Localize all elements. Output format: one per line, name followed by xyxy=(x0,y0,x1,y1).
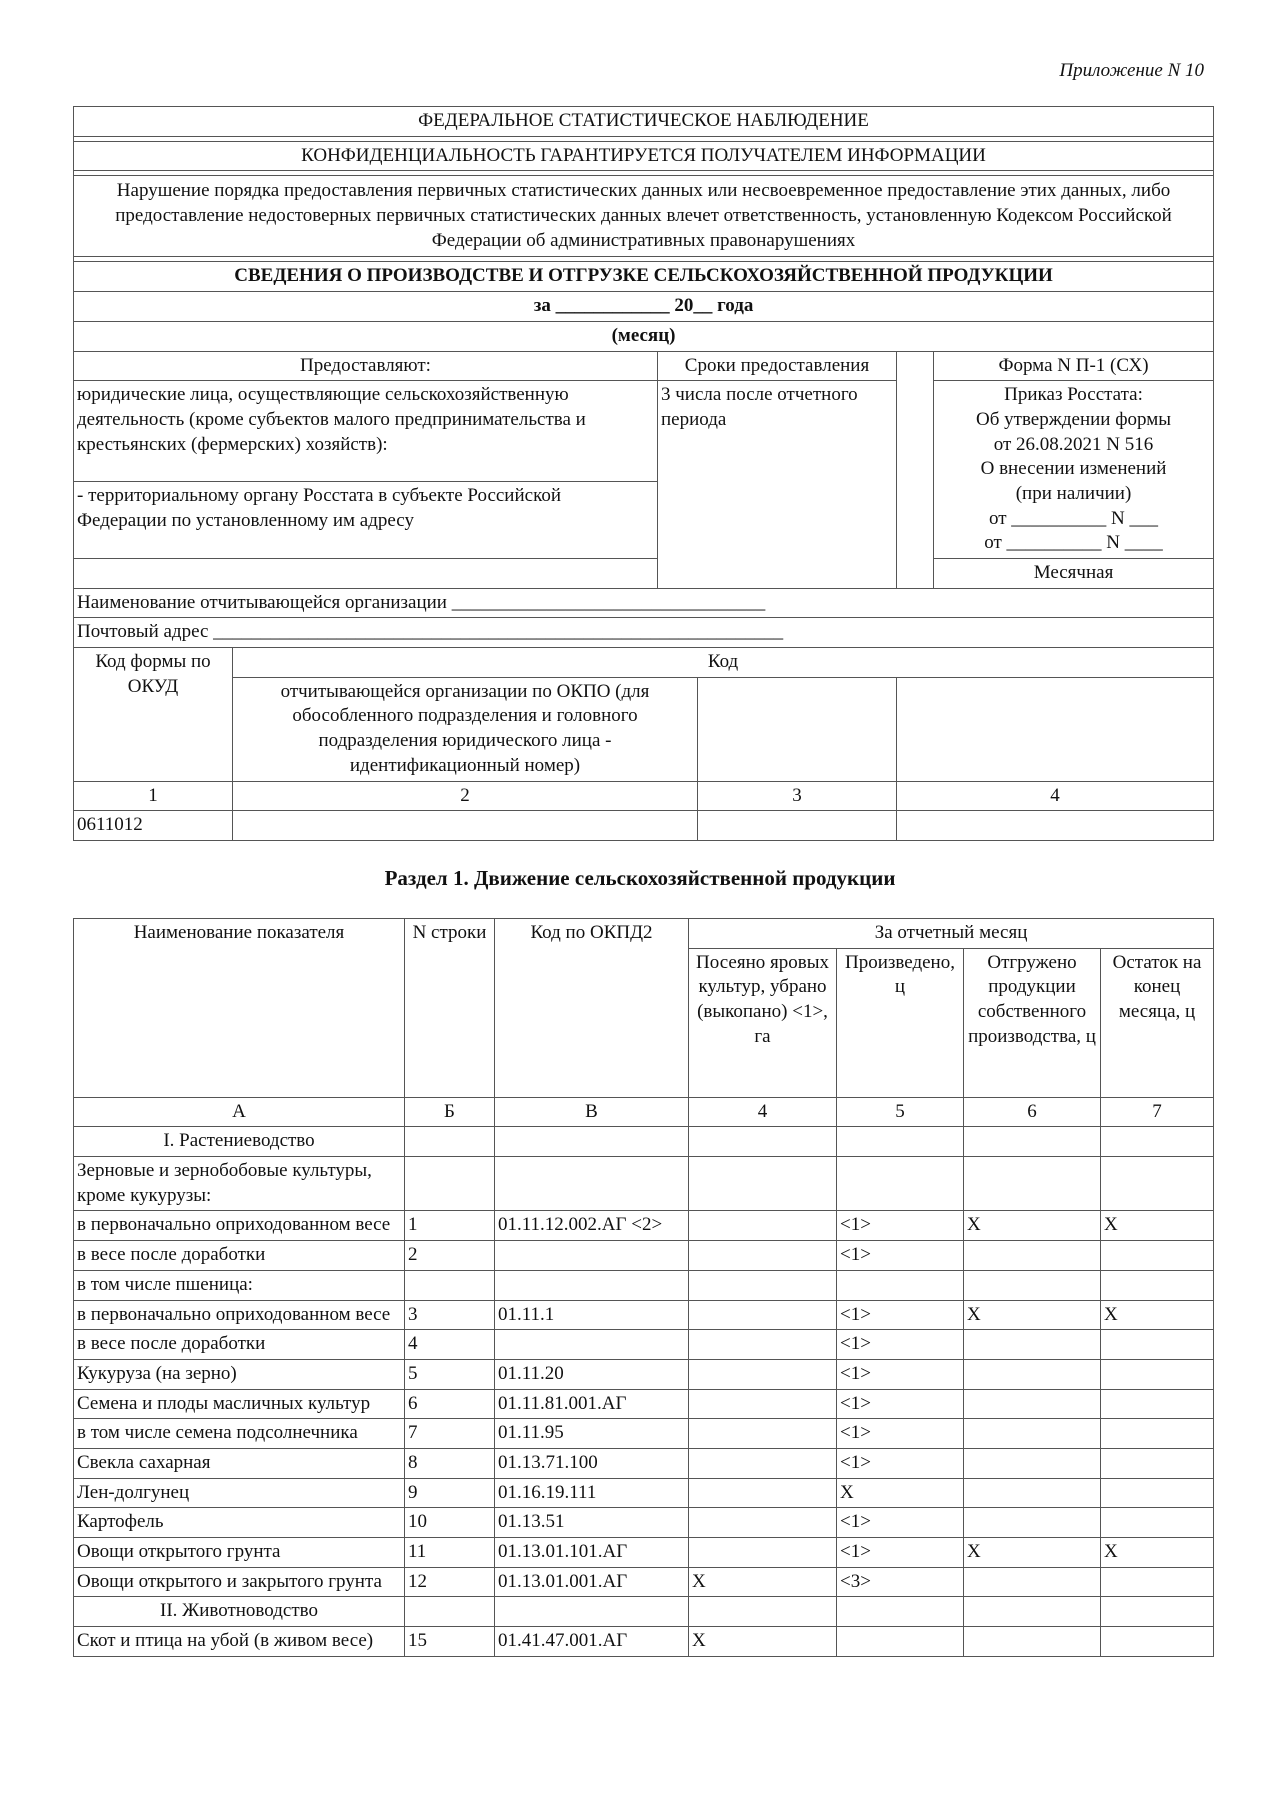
shipped-cell[interactable] xyxy=(964,1597,1101,1627)
col-code-header: Код по ОКПД2 xyxy=(495,919,689,1098)
order-line: от __________ N ____ xyxy=(984,532,1163,554)
table-row xyxy=(74,1419,1214,1449)
line-number: 3 xyxy=(405,1300,495,1330)
shipped-cell[interactable] xyxy=(964,1127,1101,1157)
rest-cell[interactable] xyxy=(1101,1448,1214,1478)
rest-cell[interactable] xyxy=(1101,1127,1214,1157)
table-row xyxy=(74,1508,1214,1538)
shipped-cell[interactable] xyxy=(964,1627,1101,1657)
okpd2-code: 01.41.47.001.АГ xyxy=(495,1627,689,1657)
sown-cell[interactable] xyxy=(689,1419,837,1449)
line-number xyxy=(405,1270,495,1300)
column-letter: В xyxy=(495,1097,689,1127)
produced-cell[interactable]: <1> xyxy=(837,1359,964,1389)
reporting-period: за ____________ 20__ года xyxy=(74,292,1214,322)
rest-cell[interactable] xyxy=(1101,1389,1214,1419)
shipped-cell[interactable]: X xyxy=(964,1538,1101,1568)
table-row xyxy=(74,1300,1214,1330)
indicator-name: Скот и птица на убой (в живом весе) xyxy=(74,1627,405,1657)
col-shipped-header: Отгружено продукции собственного производства, ц xyxy=(964,948,1101,1097)
okpo-heading: отчитывающейся организации по ОКПО (для обособленного подразделения и головного подразделения юридического лица - идентификационный номер) xyxy=(233,677,698,781)
code-col3-heading xyxy=(698,677,897,781)
order-line: от 26.08.2021 N 516 xyxy=(993,433,1154,455)
indicator-name: Семена и плоды масличных культур xyxy=(74,1389,405,1419)
produced-cell[interactable]: <1> xyxy=(837,1389,964,1419)
rest-cell[interactable] xyxy=(1101,1359,1214,1389)
code-col4-heading xyxy=(897,677,1214,781)
okpd2-code: 01.11.20 xyxy=(495,1359,689,1389)
deadline-text: 3 числа после отчетного периода xyxy=(658,381,897,589)
table-row xyxy=(74,1448,1214,1478)
col-produced-header: Произведено, ц xyxy=(837,948,964,1097)
liability-warning: Нарушение порядка предоставления первичных статистических данных или несвоевременное предоставление этих данных, либо предоставление недостоверных первичных статистических данных влечет ответственность, установленную Кодексом Российской Федерации об административных правонарушениях xyxy=(74,176,1214,257)
providers-heading: Предоставляют: xyxy=(74,351,658,381)
produced-cell[interactable]: <1> xyxy=(837,1300,964,1330)
postal-address-field[interactable]: Почтовый адрес ____________________________________________________________ xyxy=(74,618,1214,648)
produced-cell[interactable]: <1> xyxy=(837,1211,964,1241)
line-number: 4 xyxy=(405,1330,495,1360)
column-letter: 7 xyxy=(1101,1097,1214,1127)
produced-cell[interactable]: <1> xyxy=(837,1241,964,1271)
line-number: 2 xyxy=(405,1241,495,1271)
table-row xyxy=(74,1478,1214,1508)
okpd2-code: 01.11.12.002.АГ <2> xyxy=(495,1211,689,1241)
sown-cell[interactable] xyxy=(689,1127,837,1157)
shipped-cell[interactable]: X xyxy=(964,1300,1101,1330)
okpd2-code: 01.11.1 xyxy=(495,1300,689,1330)
column-letter: 6 xyxy=(964,1097,1101,1127)
sown-cell[interactable] xyxy=(689,1211,837,1241)
okpd2-code xyxy=(495,1330,689,1360)
column-letter: 4 xyxy=(689,1097,837,1127)
rest-cell[interactable] xyxy=(1101,1508,1214,1538)
line-number: 1 xyxy=(405,1211,495,1241)
rest-cell[interactable] xyxy=(1101,1419,1214,1449)
line-number: 8 xyxy=(405,1448,495,1478)
line-number: 15 xyxy=(405,1627,495,1657)
line-number: 6 xyxy=(405,1389,495,1419)
okud-value: 0611012 xyxy=(74,811,233,841)
shipped-cell[interactable] xyxy=(964,1389,1101,1419)
code-col4-value[interactable] xyxy=(897,811,1214,841)
table-row xyxy=(74,1330,1214,1360)
okpd2-code: 01.11.81.001.АГ xyxy=(495,1389,689,1419)
sown-cell[interactable] xyxy=(689,1448,837,1478)
table-row xyxy=(74,1627,1214,1657)
rest-cell[interactable] xyxy=(1101,1157,1214,1211)
rest-cell[interactable] xyxy=(1101,1597,1214,1627)
line-number: 5 xyxy=(405,1359,495,1389)
order-line: от __________ N ___ xyxy=(989,507,1159,529)
produced-cell[interactable]: <1> xyxy=(837,1419,964,1449)
indicator-name: Зерновые и зернобобовые культуры, кроме кукурузы: xyxy=(74,1157,405,1211)
org-name-field[interactable]: Наименование отчитывающейся организации _________________________________ xyxy=(74,588,1214,618)
shipped-cell[interactable] xyxy=(964,1448,1101,1478)
table-row xyxy=(74,1270,1214,1300)
table-row xyxy=(74,1567,1214,1597)
table-row xyxy=(74,1389,1214,1419)
order-line: Об утверждении формы xyxy=(976,408,1172,430)
col-number: 2 xyxy=(233,781,698,811)
produced-cell[interactable]: <1> xyxy=(837,1330,964,1360)
section-title: Раздел 1. Движение сельскохозяйственной продукции xyxy=(384,866,896,890)
col-period-header: За отчетный месяц xyxy=(689,919,1214,949)
indicator-name: Овощи открытого грунта xyxy=(74,1538,405,1568)
okpd2-code xyxy=(495,1127,689,1157)
okpd2-code xyxy=(495,1597,689,1627)
okpd2-code xyxy=(495,1270,689,1300)
section-1-table xyxy=(73,918,1214,1657)
indicator-name: Овощи открытого и закрытого грунта xyxy=(74,1567,405,1597)
okpd2-code: 01.11.95 xyxy=(495,1419,689,1449)
periodicity: Месячная xyxy=(934,559,1214,589)
sown-cell[interactable] xyxy=(689,1508,837,1538)
indicator-name: в весе после доработки xyxy=(74,1330,405,1360)
produced-cell[interactable] xyxy=(837,1157,964,1211)
col-number: 3 xyxy=(698,781,897,811)
produced-cell[interactable]: X xyxy=(837,1478,964,1508)
table-row xyxy=(74,1597,1214,1627)
col-sown-header: Посеяно яровых культур, убрано (выкопано) <1>, га xyxy=(689,948,837,1097)
line-number: 10 xyxy=(405,1508,495,1538)
shipped-cell[interactable] xyxy=(964,1330,1101,1360)
okpd2-code: 01.13.01.101.АГ xyxy=(495,1538,689,1568)
indicator-name: в первоначально оприходованном весе xyxy=(74,1300,405,1330)
line-number xyxy=(405,1127,495,1157)
federal-observation: ФЕДЕРАЛЬНОЕ СТАТИСТИЧЕСКОЕ НАБЛЮДЕНИЕ xyxy=(74,107,1214,137)
sown-cell[interactable] xyxy=(689,1538,837,1568)
providers-text: юридические лица, осуществляющие сельскохозяйственную деятельность (кроме субъектов малого предпринимательства и крестьянских (фермерских) хозяйств): xyxy=(74,381,658,482)
rosstat-order xyxy=(934,381,1214,559)
produced-cell[interactable]: <1> xyxy=(837,1448,964,1478)
okud-heading: Код формы по ОКУД xyxy=(74,648,233,781)
indicator-name: Свекла сахарная xyxy=(74,1448,405,1478)
indicator-name: Кукуруза (на зерно) xyxy=(74,1359,405,1389)
table-row xyxy=(74,1241,1214,1271)
sown-cell[interactable]: X xyxy=(689,1627,837,1657)
col-number: 4 xyxy=(897,781,1214,811)
providers-recipient: - территориальному органу Росстата в субъекте Российской Федерации по установленному им адресу xyxy=(74,482,658,559)
indicator-name: в том числе пшеница: xyxy=(74,1270,405,1300)
shipped-cell[interactable] xyxy=(964,1157,1101,1211)
rest-cell[interactable]: X xyxy=(1101,1538,1214,1568)
rest-cell[interactable] xyxy=(1101,1567,1214,1597)
column-letter: Б xyxy=(405,1097,495,1127)
sown-cell[interactable] xyxy=(689,1597,837,1627)
produced-cell[interactable] xyxy=(837,1597,964,1627)
line-number: 11 xyxy=(405,1538,495,1568)
rest-cell[interactable] xyxy=(1101,1627,1214,1657)
rest-cell[interactable]: X xyxy=(1101,1211,1214,1241)
col-line-header: N строки xyxy=(405,919,495,1098)
okpd2-code xyxy=(495,1241,689,1271)
code-col3-value[interactable] xyxy=(698,811,897,841)
table-row xyxy=(74,1127,1214,1157)
column-letter: 5 xyxy=(837,1097,964,1127)
column-letter: А xyxy=(74,1097,405,1127)
okpd2-code: 01.13.71.100 xyxy=(495,1448,689,1478)
shipped-cell[interactable] xyxy=(964,1241,1101,1271)
code-heading: Код xyxy=(233,648,1214,678)
line-number xyxy=(405,1157,495,1211)
produced-cell[interactable]: <1> xyxy=(837,1538,964,1568)
indicator-name: в первоначально оприходованном весе xyxy=(74,1211,405,1241)
sown-cell[interactable] xyxy=(689,1157,837,1211)
line-number: 12 xyxy=(405,1567,495,1597)
shipped-cell[interactable] xyxy=(964,1478,1101,1508)
shipped-cell[interactable] xyxy=(964,1359,1101,1389)
shipped-cell[interactable] xyxy=(964,1508,1101,1538)
produced-cell[interactable] xyxy=(837,1127,964,1157)
col-rest-header: Остаток на конец месяца, ц xyxy=(1101,948,1214,1097)
confidentiality-notice: КОНФИДЕНЦИАЛЬНОСТЬ ГАРАНТИРУЕТСЯ ПОЛУЧАТЕЛЕМ ИНФОРМАЦИИ xyxy=(74,141,1214,171)
produced-cell[interactable]: <1> xyxy=(837,1508,964,1538)
col-name-header: Наименование показателя xyxy=(74,919,405,1098)
indicator-name: Картофель xyxy=(74,1508,405,1538)
rest-cell[interactable] xyxy=(1101,1241,1214,1271)
okpd2-code: 01.13.01.001.АГ xyxy=(495,1567,689,1597)
form-title: СВЕДЕНИЯ О ПРОИЗВОДСТВЕ И ОТГРУЗКЕ СЕЛЬСКОХОЗЯЙСТВЕННОЙ ПРОДУКЦИИ xyxy=(74,262,1214,292)
line-number: 7 xyxy=(405,1419,495,1449)
order-line: (при наличии) xyxy=(1015,482,1132,504)
order-line: О внесении изменений xyxy=(980,458,1167,480)
indicator-name: I. Растениеводство xyxy=(74,1127,405,1157)
produced-cell[interactable]: <3> xyxy=(837,1567,964,1597)
indicator-name: II. Животноводство xyxy=(74,1597,405,1627)
sown-cell[interactable] xyxy=(689,1300,837,1330)
produced-cell[interactable] xyxy=(837,1627,964,1657)
okpd2-code xyxy=(495,1157,689,1211)
produced-cell[interactable] xyxy=(837,1270,964,1300)
form-number: Форма N П-1 (СХ) xyxy=(934,351,1214,381)
deadline-heading: Сроки предоставления xyxy=(658,351,897,381)
okpd2-code: 01.13.51 xyxy=(495,1508,689,1538)
table-row xyxy=(74,1211,1214,1241)
shipped-cell[interactable] xyxy=(964,1419,1101,1449)
shipped-cell[interactable]: X xyxy=(964,1211,1101,1241)
col-number: 1 xyxy=(74,781,233,811)
shipped-cell[interactable] xyxy=(964,1567,1101,1597)
shipped-cell[interactable] xyxy=(964,1270,1101,1300)
line-number: 9 xyxy=(405,1478,495,1508)
form-header-table xyxy=(73,106,1214,841)
sown-cell[interactable]: X xyxy=(689,1567,837,1597)
table-row xyxy=(74,1157,1214,1211)
sown-cell[interactable] xyxy=(689,1359,837,1389)
sown-cell[interactable] xyxy=(689,1241,837,1271)
order-line: Приказ Росстата: xyxy=(1004,384,1143,406)
rest-cell[interactable] xyxy=(1101,1330,1214,1360)
sown-cell[interactable] xyxy=(689,1330,837,1360)
month-label: (месяц) xyxy=(74,321,1214,351)
line-number xyxy=(405,1597,495,1627)
indicator-name: в том числе семена подсолнечника xyxy=(74,1419,405,1449)
okpd2-code: 01.16.19.111 xyxy=(495,1478,689,1508)
table-row xyxy=(74,1359,1214,1389)
annex-label: Приложение N 10 xyxy=(1059,60,1204,81)
rest-cell[interactable]: X xyxy=(1101,1300,1214,1330)
okpo-value[interactable] xyxy=(233,811,698,841)
indicator-name: Лен-долгунец xyxy=(74,1478,405,1508)
rest-cell[interactable] xyxy=(1101,1270,1214,1300)
sown-cell[interactable] xyxy=(689,1478,837,1508)
rest-cell[interactable] xyxy=(1101,1478,1214,1508)
sown-cell[interactable] xyxy=(689,1270,837,1300)
sown-cell[interactable] xyxy=(689,1389,837,1419)
indicator-name: в весе после доработки xyxy=(74,1241,405,1271)
table-row xyxy=(74,1538,1214,1568)
